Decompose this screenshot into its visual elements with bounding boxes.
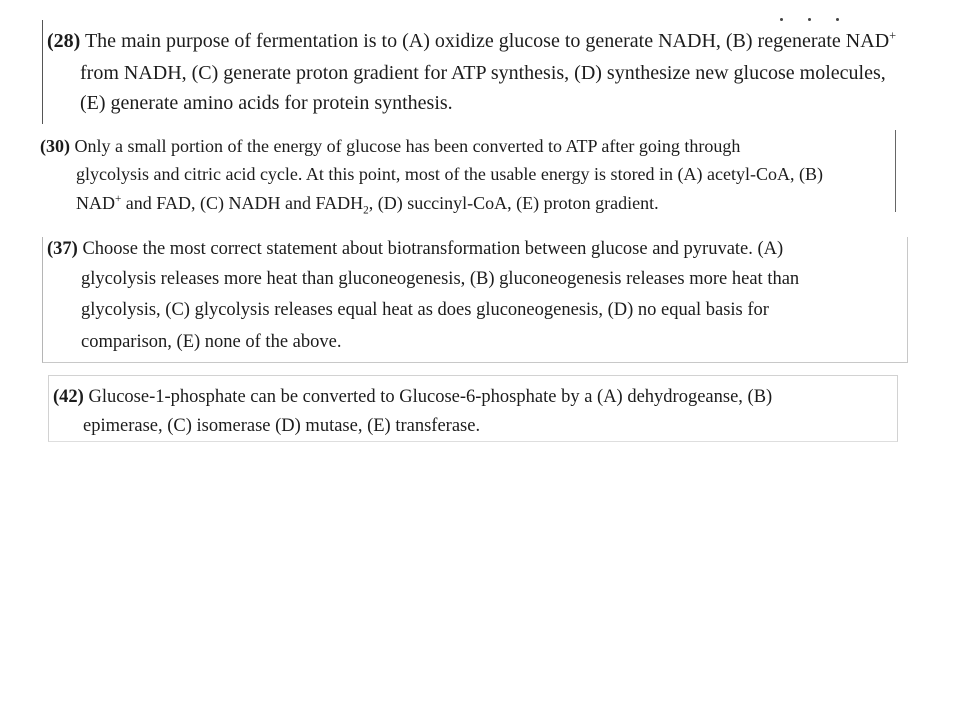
question-30	[40, 128, 900, 218]
scan-margin-line	[42, 20, 43, 124]
question-28	[40, 18, 920, 126]
question-number: (42)	[53, 387, 84, 407]
subscript-two: 2	[363, 204, 369, 217]
question-37-line-3: glycolysis, (C) glycolysis releases equal heat as does gluconeogenesis, (D) no equal basis for	[81, 300, 769, 320]
question-number: (28)	[47, 30, 81, 52]
question-37-line-2: glycolysis releases more heat than gluconeogenesis, (B) gluconeogenesis releases more heat than	[81, 269, 800, 289]
superscript-plus: +	[889, 28, 897, 43]
question-number: (37)	[47, 239, 78, 259]
question-37-line-1: (37) Choose the most correct statement about biotransformation between glucose and pyruvate. (A)	[47, 239, 784, 259]
scan-margin-line	[895, 130, 896, 212]
question-28-line-2: from NADH, (C) generate proton gradient for ATP synthesis, (D) synthesize new glucose molecules,	[80, 62, 886, 84]
question-number: (30)	[40, 136, 70, 156]
question-28-line-3: (E) generate amino acids for protein synthesis.	[80, 92, 453, 114]
scan-dots	[760, 18, 840, 24]
superscript-plus: +	[115, 193, 122, 205]
question-42-line-2: epimerase, (C) isomerase (D) mutase, (E) transferase.	[83, 416, 481, 436]
question-42	[48, 375, 898, 442]
question-37	[42, 237, 908, 363]
question-30-line-2: glycolysis and citric acid cycle. At this point, most of the usable energy is stored in (A) acetyl-CoA, (B)	[76, 164, 823, 184]
question-30-line-3: NAD+ and FAD, (C) NADH and $FADH_2$, (D) succinyl-CoA, (E) proton gradient.	[76, 193, 659, 217]
question-30-line-1: (30) Only a small portion of the energy of glucose has been converted to ATP after going through	[40, 136, 741, 156]
question-37-line-4: comparison, (E) none of the above.	[81, 332, 342, 352]
question-42-line-1: (42) Glucose-1-phosphate can be converted to Glucose-6-phosphate by a (A) dehydrogeanse, (B)	[53, 387, 773, 407]
question-28-line-1: (28) The main purpose of fermentation is to (A) oxidize glucose to generate NADH, (B) regenerate NAD+	[47, 28, 897, 52]
